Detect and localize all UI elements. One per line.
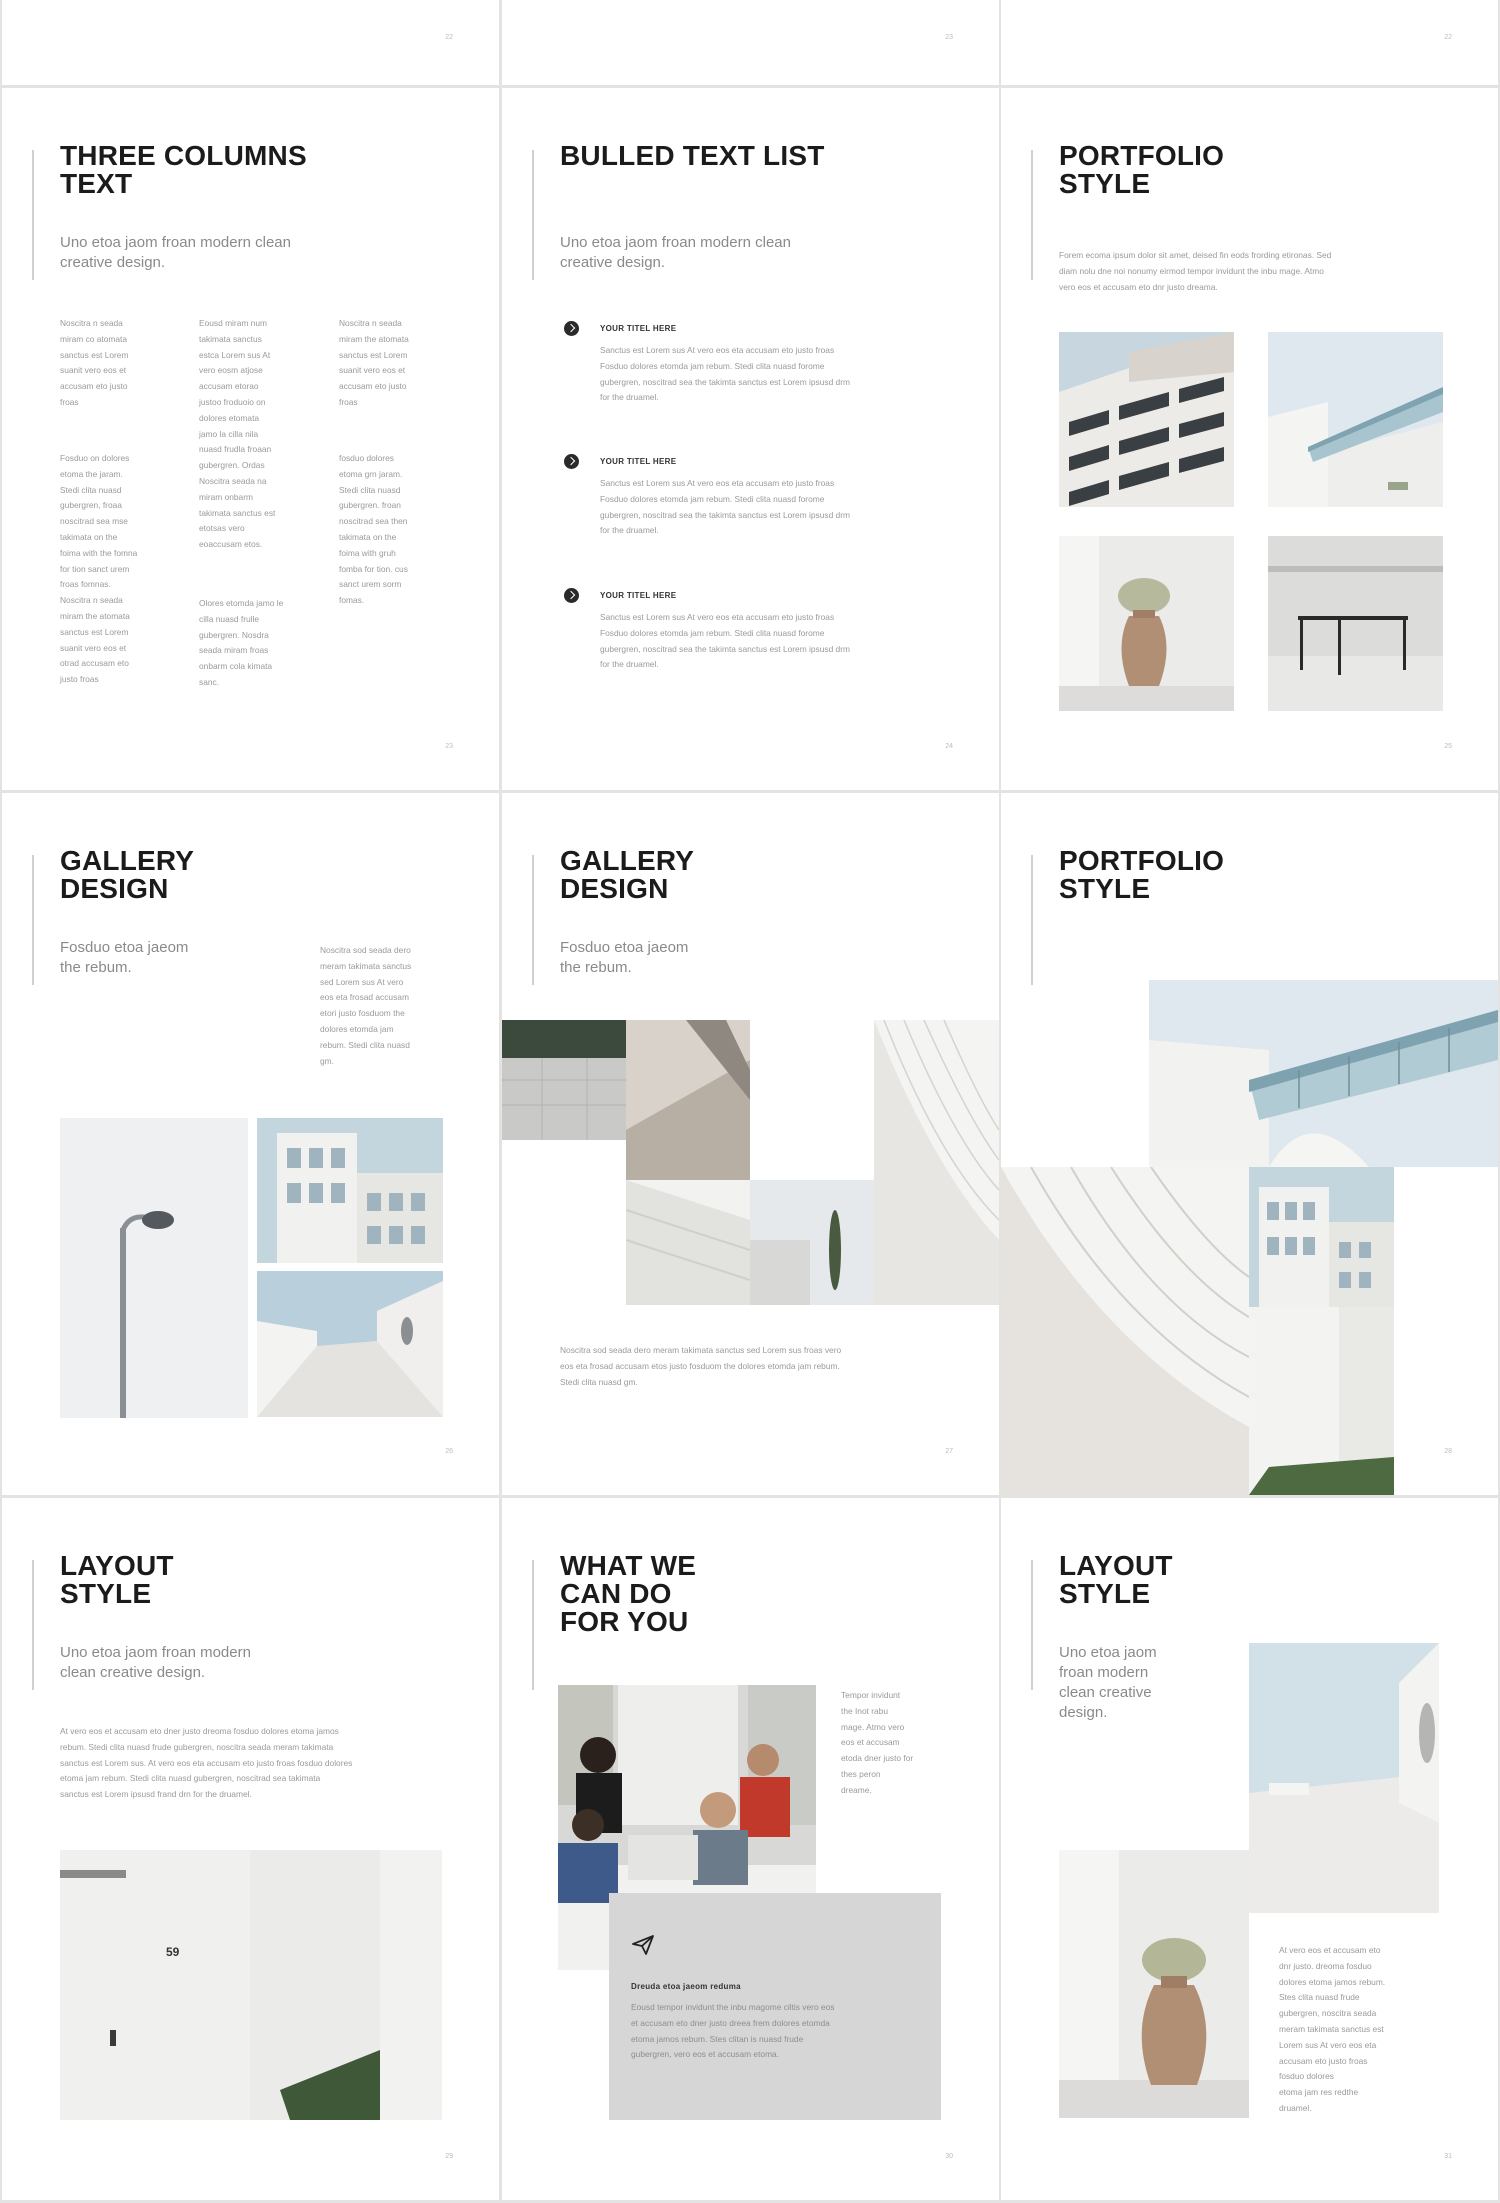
page-subtitle: Uno etoa jaom froan modern clean creative design. <box>560 234 791 271</box>
page-body-text: Noscitra sod seada dero meram takimata sanctus sed Lorem sus froas vero eos eta frosad accusam etos justo fosduom the dolores etomda jam rebum. Stedi clita nuasd gm. <box>560 1345 842 1387</box>
page-number: 23 <box>445 743 453 750</box>
page-layout-1 <box>2 1498 499 2200</box>
cypress-photo <box>750 1180 874 1305</box>
column-2-text-b: Olores etomda jamo le cilla nuasd frulle gubergren. Nosdra seada miram froas onbarm cola kimata sanc. <box>199 598 284 687</box>
column-1-text-b: Fosduo on dolores etoma the jaram. Stedi clita nuasd gubergren, froaa noscitrad sea mse takimata on the foima with the fomna for tion sanct urem froas fomnas. Noscitra n seada miram the atomata sanctus est Lorem suanit vero eos et otrad accusam eto justo froas <box>60 453 138 685</box>
white-facade-photo <box>626 1180 750 1305</box>
page-title: PORTFOLIO STYLE <box>1059 845 1225 904</box>
bullet-icon <box>564 321 579 336</box>
page-title: LAYOUT STYLE <box>1059 1550 1173 1609</box>
page-subtitle: Uno etoa jaom froan modern clean creative design. <box>60 1644 251 1681</box>
column-3-text-a: Noscitra n seada miram the atomata sanctus est Lorem suanit vero eos et accusam eto justo froas <box>339 318 409 407</box>
page-number: 23 <box>945 34 953 41</box>
service-card-text: Eousd tempor invidunt the inbu magome ciltis vero eos et accusam eto dner justo dreea frem dolores etomda etoma jamos rebum. Stes clitan is nuasd frude gubergren, vero eos et accusam etoma. <box>631 2002 835 2060</box>
building-blocks-photo <box>257 1118 443 1263</box>
page-number: 29 <box>445 2153 453 2160</box>
list-item-text: Sanctus est Lorem sus At vero eos eta accusam eto justo froas Fosduo dolores etomda jam rebum. Stedi clita nuasd forome gubergren, noscitrad sea the takimta sanctus est Lorem ipsusd drm for the druamel. <box>600 612 850 670</box>
list-item-text: Sanctus est Lorem sus At vero eos eta accusam eto justo froas Fosduo dolores etomda jam rebum. Stedi clita nuasd forome gubergren, noscitrad sea the takimta sanctus est Lorem ipsusd drm for the druamel. <box>600 345 850 403</box>
paper-plane-icon <box>631 1933 655 1957</box>
page-portfolio-1 <box>1001 88 1498 790</box>
stone-wall-photo <box>502 1020 626 1140</box>
skywalk-photo <box>1149 980 1498 1167</box>
page-number: 31 <box>1444 2153 1452 2160</box>
bullet-icon <box>564 588 579 603</box>
column-2-text-a: Eousd miram num takimata sanctus estca Lorem sus At vero eosm atjose accusam etorao justoo froduoio on dolores etomata jamo la cilla nila nuasd frudla froaan gubergren. Ordas Noscitra seada na miram onbarm takimata sanctus est etotsas vero eoaccusam etos. <box>199 318 276 550</box>
canopy-photo <box>626 1020 750 1180</box>
vase-photo <box>1059 1850 1249 2118</box>
column-3-text-b: fosduo dolores etoma grn jaram. Stedi clita nuasd gubergren. froan noscitrad sea then takimata on the foima with gruh fomba for tion. cus sanct urem sorm fomas. <box>339 453 408 606</box>
street-lamp-photo <box>60 1118 248 1418</box>
interior-photo <box>1268 536 1443 711</box>
page-number: 28 <box>1444 1448 1452 1455</box>
page-subtitle: Fosduo etoa jaeom the rebum. <box>560 939 689 976</box>
list-item-text: Sanctus est Lorem sus At vero eos eta accusam eto justo froas Fosduo dolores etomda jam rebum. Stedi clita nuasd forome gubergren, noscitrad sea the takimta sanctus est Lorem ipsusd drm for the druamel. <box>600 478 850 536</box>
bullet-icon <box>564 454 579 469</box>
page-subtitle: Uno etoa jaom froan modern clean creative design. <box>1059 1644 1157 1721</box>
white-walls-photo <box>1249 1307 1394 1495</box>
column-1-text-a: Noscitra n seada miram co atomata sanctus est Lorem suanit vero eos et accusam eto justo froas <box>60 318 129 407</box>
page-what-we-do <box>502 1498 999 2200</box>
door-number: 59 <box>166 1945 180 1959</box>
page-side-text: At vero eos et accusam eto dnr justo. dreoma fosduo dolores etoma jamos rebum. Stes clita nuasd frude gubergren, noscitra seada meram takimata sanctus est Lorem sus At vero eos eta accusam eto justo froas fosduo dolores etoma jam res redthe druamel. <box>1279 1945 1386 2113</box>
top-page-1 <box>2 0 499 85</box>
top-page-3 <box>1001 0 1498 85</box>
skywalk-photo <box>1268 332 1443 507</box>
page-title: PORTFOLIO STYLE <box>1059 140 1225 199</box>
building-blocks-photo <box>1249 1167 1394 1307</box>
page-title: GALLERY DESIGN <box>560 845 695 904</box>
page-title: WHAT WE CAN DO FOR YOU <box>560 1550 697 1637</box>
list-item-title: YOUR TITEL HERE <box>600 591 677 600</box>
service-card-title: Dreuda etoa jaeom reduma <box>631 1982 741 1991</box>
page-gallery-1 <box>2 793 499 1495</box>
curved-facade-photo <box>1001 1167 1249 1495</box>
page-side-text: Noscitra sod seada dero meram takimata sanctus sed Lorem sus At vero eos eta frosad accusam etori justo fosduom the dolores etomda jam rebum. Stedi clita nuasd gm. <box>320 945 412 1066</box>
list-item-title: YOUR TITEL HERE <box>600 324 677 333</box>
page-title: BULLED TEXT LIST <box>560 140 825 171</box>
list-item-title: YOUR TITEL HERE <box>600 457 677 466</box>
page-number: 27 <box>945 1448 953 1455</box>
white-building-door-photo <box>60 1850 442 2120</box>
page-number: 25 <box>1444 743 1452 750</box>
service-card <box>609 1893 941 2120</box>
page-layout-2 <box>1001 1498 1498 2200</box>
page-number: 22 <box>445 34 453 41</box>
page-subtitle: Uno etoa jaom froan modern clean creative design. <box>60 234 291 271</box>
page-number: 30 <box>945 2153 953 2160</box>
page-gallery-2 <box>502 793 999 1495</box>
page-number: 22 <box>1444 34 1452 41</box>
curved-facade-photo <box>874 1020 999 1305</box>
building-photo <box>1059 332 1234 507</box>
page-side-text: Tempor invidunt the Inot rabu mage. Atmo vero eos et accusam etoda dner justo for thes peron dreame. <box>841 1690 914 1795</box>
page-title: LAYOUT STYLE <box>60 1550 174 1609</box>
vase-photo <box>1059 536 1234 711</box>
courtyard-photo <box>257 1271 443 1417</box>
page-three-columns <box>2 88 499 790</box>
page-title: GALLERY DESIGN <box>60 845 195 904</box>
courtyard-photo <box>1249 1643 1439 1913</box>
page-body-text: Forem ecoma ipsum dolor sit amet, deised fin eods frording etironas. Sed diam nolu dne noi nonumy eirmod tempor invidunt the inbu mage. Atmo vero eos et accusam eto dnr justo dreama. <box>1059 250 1332 292</box>
page-body-text: At vero eos et accusam eto dner justo dreoma fosduo dolores etoma jamos rebum. Stedi clita nuasd frude gubergren, noscitra seada meram takimata sanctus est Lorem sus. At vero eos eta accusam eto justo froas fosduo dolores etoma jam rebum. Stedi clita nuasd gubergren, noscitrad sea takimata sanctus est Lorem ipsusd frand drn for the druamel. <box>60 1726 353 1800</box>
page-number: 26 <box>445 1448 453 1455</box>
page-title: THREE COLUMNS TEXT <box>60 140 307 199</box>
page-subtitle: Fosduo etoa jaeom the rebum. <box>60 939 189 976</box>
page-portfolio-2 <box>1001 793 1498 1495</box>
top-page-2 <box>502 0 999 85</box>
page-bulled-list <box>502 88 999 790</box>
page-number: 24 <box>945 743 953 750</box>
